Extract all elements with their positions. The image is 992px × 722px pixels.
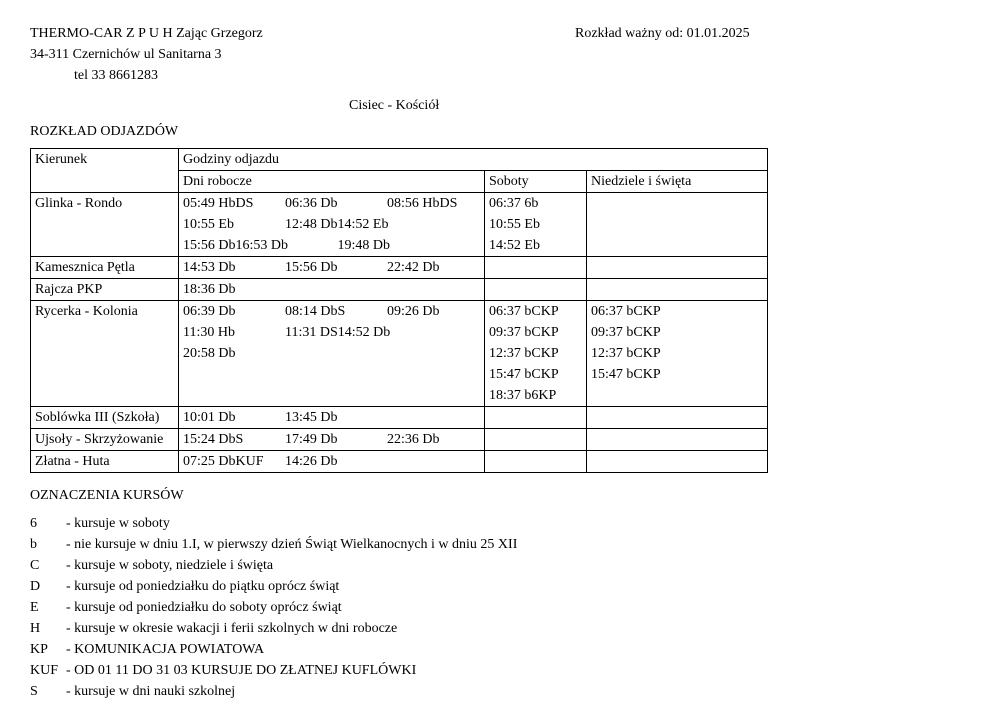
saturdays-cell (485, 193, 587, 257)
departure-time: 09:26 Db (387, 304, 440, 319)
departure-time: 16:53 Db (235, 238, 288, 253)
direction-cell: Złatna - Huta (31, 451, 179, 473)
legend-code: b (30, 537, 37, 552)
sundays-cell (587, 257, 768, 279)
legend-item (30, 513, 517, 534)
departure-time: 22:36 Db (387, 432, 440, 447)
col-sundays-header: Niedziele i święta (587, 171, 768, 193)
direction-cell: Kamesznica Pętla (31, 257, 179, 279)
legend-text: - KOMUNIKACJA POWIATOWA (66, 642, 265, 657)
departure-time: 12:48 Db (285, 217, 338, 232)
weekdays-cell (179, 279, 485, 301)
departure-time: 14:53 Db (183, 260, 236, 275)
company-phone: tel 33 8661283 (74, 68, 158, 83)
weekdays-cell (179, 407, 485, 429)
legend-text: - kursuje w soboty (66, 516, 170, 531)
col-departures-header: Godziny odjazdu (179, 149, 768, 171)
table-row (31, 407, 768, 429)
legend-code: KUF (30, 663, 59, 678)
legend-text: - nie kursuje w dniu 1.I, w pierwszy dzień Świąt Wielkanocnych i w dniu 25 XII (66, 537, 518, 552)
departure-time: 09:37 bCKP (489, 325, 559, 340)
col-direction-header: Kierunek (31, 149, 179, 193)
departure-time: 15:56 Db (183, 238, 236, 253)
legend-text: - kursuje w okresie wakacji i ferii szkolnych w dni robocze (66, 621, 398, 636)
departure-time: 05:49 HbDS (183, 196, 254, 211)
legend-title: OZNACZENIA KURSÓW (30, 488, 184, 503)
schedule-table (30, 148, 768, 473)
departure-time: 18:36 Db (183, 282, 236, 297)
legend-item (30, 660, 517, 681)
departure-time: 14:52 Eb (337, 217, 389, 232)
direction-cell: Rajcza PKP (31, 279, 179, 301)
departure-time: 15:24 DbS (183, 432, 244, 447)
weekdays-cell (179, 429, 485, 451)
direction-cell: Rycerka - Kolonia (31, 301, 179, 407)
legend-item (30, 555, 517, 576)
departure-time: 10:55 Eb (489, 217, 540, 232)
departure-time: 11:30 Hb (183, 325, 235, 340)
direction-cell: Ujsoły - Skrzyżowanie (31, 429, 179, 451)
legend-text: - kursuje w dni nauki szkolnej (66, 684, 236, 699)
departure-time: 06:36 Db (285, 196, 338, 211)
table-row (31, 429, 768, 451)
departure-time: 17:49 Db (285, 432, 338, 447)
saturdays-cell (485, 279, 587, 301)
legend-item (30, 618, 517, 639)
direction-cell: Glinka - Rondo (31, 193, 179, 257)
departure-time: 06:39 Db (183, 304, 236, 319)
weekdays-cell (179, 257, 485, 279)
departure-time: 14:52 Eb (489, 238, 540, 253)
departure-time: 06:37 bCKP (489, 304, 559, 319)
legend-code: E (30, 600, 39, 615)
departure-time: 08:56 HbDS (387, 196, 458, 211)
saturdays-cell (485, 301, 587, 407)
legend-code: H (30, 621, 41, 636)
departure-time: 10:55 Eb (183, 217, 234, 232)
sundays-cell (587, 429, 768, 451)
legend-item (30, 534, 517, 555)
sundays-cell (587, 193, 768, 257)
departure-time: 09:37 bCKP (591, 325, 661, 340)
legend-code: KP (30, 642, 48, 657)
legend-text: - kursuje od poniedziałku do soboty oprócz świąt (66, 600, 342, 615)
company-name: THERMO-CAR Z P U H Zając Grzegorz (30, 26, 263, 41)
weekdays-cell (179, 193, 485, 257)
departure-time: 06:37 bCKP (591, 304, 661, 319)
saturdays-cell (485, 257, 587, 279)
header-row (31, 149, 768, 171)
table-row (31, 279, 768, 301)
departure-time: 15:56 Db (285, 260, 338, 275)
col-saturdays-header: Soboty (485, 171, 587, 193)
table-row (31, 193, 768, 257)
legend-item (30, 639, 517, 660)
table-row (31, 451, 768, 473)
legend-text: - OD 01 11 DO 31 03 KURSUJE DO ZŁATNEJ KUFLÓWKI (66, 663, 417, 678)
col-weekdays-header: Dni robocze (179, 171, 485, 193)
company-address: 34-311 Czernichów ul Sanitarna 3 (30, 47, 222, 62)
legend-code: C (30, 558, 40, 573)
saturdays-cell (485, 451, 587, 473)
route-name: Cisiec - Kościół (349, 98, 440, 113)
legend-code: 6 (30, 516, 37, 531)
legend-item (30, 681, 517, 702)
weekdays-cell (179, 301, 485, 407)
departure-time: 18:37 b6KP (489, 388, 557, 403)
departure-time: 22:42 Db (387, 260, 440, 275)
sundays-cell (587, 451, 768, 473)
weekdays-cell (179, 451, 485, 473)
direction-cell: Soblówka III (Szkoła) (31, 407, 179, 429)
legend-text: - kursuje w soboty, niedziele i święta (66, 558, 274, 573)
departure-time: 12:37 bCKP (591, 346, 661, 361)
departure-time: 15:47 bCKP (489, 367, 559, 382)
table-row (31, 257, 768, 279)
departure-time: 12:37 bCKP (489, 346, 559, 361)
departure-time: 06:37 6b (489, 196, 539, 211)
departure-time: 14:26 Db (285, 454, 338, 469)
sundays-cell (587, 301, 768, 407)
sundays-cell (587, 407, 768, 429)
departure-time: 08:14 DbS (285, 304, 346, 319)
sundays-cell (587, 279, 768, 301)
legend-list (30, 513, 517, 702)
departure-time: 13:45 Db (285, 410, 338, 425)
departure-time: 20:58 Db (183, 346, 236, 361)
departure-time: 11:31 DS (285, 325, 338, 340)
legend-item (30, 576, 517, 597)
legend-item (30, 597, 517, 618)
departure-time: 10:01 Db (183, 410, 236, 425)
saturdays-cell (485, 407, 587, 429)
legend-text: - kursuje od poniedziałku do piątku oprócz świąt (66, 579, 340, 594)
departure-time: 15:47 bCKP (591, 367, 661, 382)
schedule-title: ROZKŁAD ODJAZDÓW (30, 124, 179, 139)
valid-from: Rozkład ważny od: 01.01.2025 (575, 26, 750, 41)
legend-code: D (30, 579, 41, 594)
departure-time: 19:48 Db (337, 238, 390, 253)
table-row (31, 301, 768, 407)
saturdays-cell (485, 429, 587, 451)
departure-time: 14:52 Db (337, 325, 391, 340)
departure-time: 07:25 DbKUF (183, 454, 264, 469)
legend-code: S (30, 684, 38, 699)
